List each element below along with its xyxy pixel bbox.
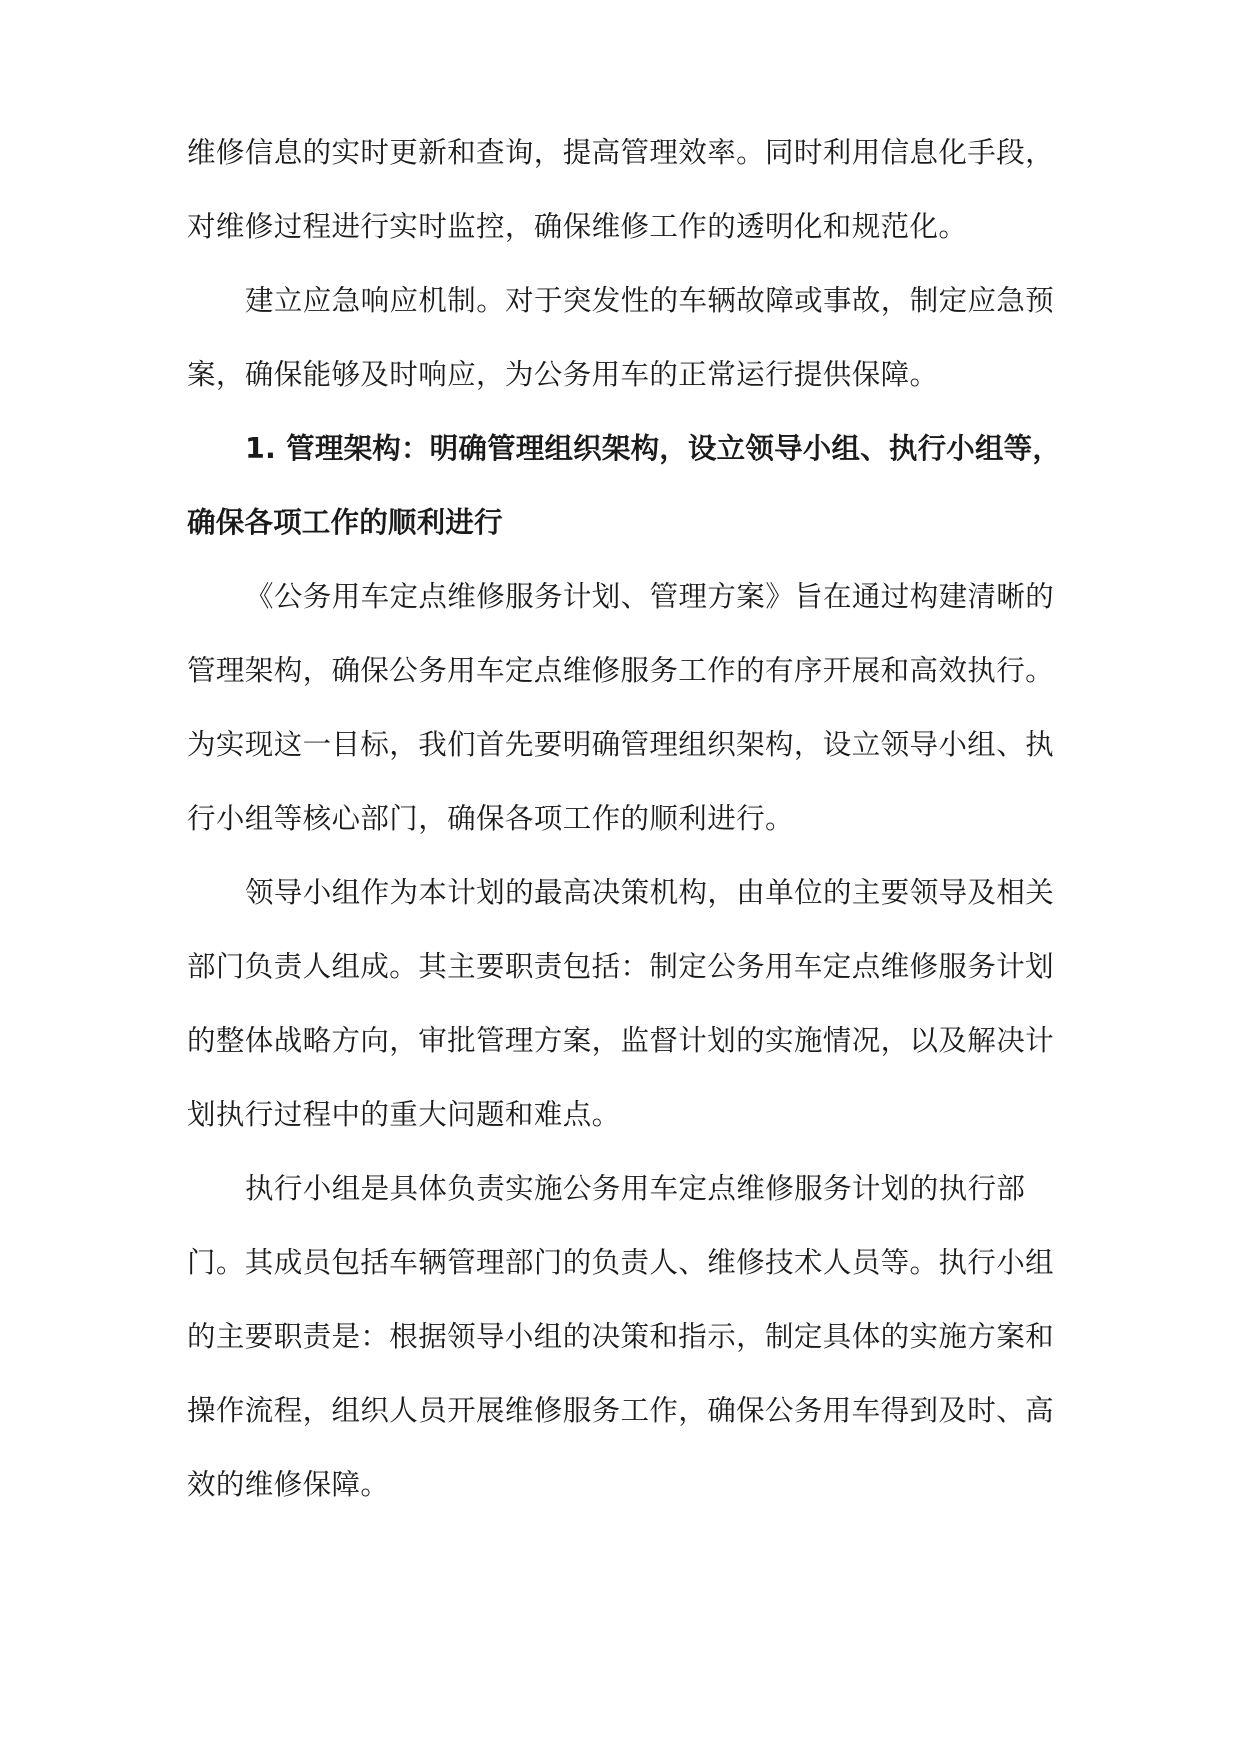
- paragraph-line: 维修信息的实时更新和查询，提高管理效率。同时利用信息化手段，: [187, 136, 1055, 169]
- document-body: [187, 136, 1062, 1544]
- paragraph-line: 对维修过程进行实时监控，确保维修工作的透明化和规范化。: [187, 210, 968, 243]
- paragraph-line: 的主要职责是：根据领导小组的决策和指示，制定具体的实施方案和: [187, 1320, 1055, 1353]
- section-heading: 1. 管理架构：明确管理组织架构，设立领导小组、执行小组等，: [245, 432, 1062, 465]
- section-heading: 确保各项工作的顺利进行: [187, 506, 503, 539]
- paragraph-line: 行小组等核心部门，确保各项工作的顺利进行。: [187, 802, 794, 835]
- paragraph-line: 门。其成员包括车辆管理部门的负责人、维修技术人员等。执行小组: [187, 1246, 1055, 1279]
- paragraph-line: 案，确保能够及时响应，为公务用车的正常运行提供保障。: [187, 358, 939, 391]
- paragraph-line: 领导小组作为本计划的最高决策机构，由单位的主要领导及相关: [245, 876, 1055, 909]
- paragraph-line: 为实现这一目标，我们首先要明确管理组织架构，设立领导小组、执: [187, 728, 1055, 761]
- paragraph-line: 划执行过程中的重大问题和难点。: [187, 1098, 621, 1131]
- paragraph-line: 的整体战略方向，审批管理方案，监督计划的实施情况，以及解决计: [187, 1024, 1055, 1057]
- paragraph-line: 部门负责人组成。其主要职责包括：制定公务用车定点维修服务计划: [187, 950, 1055, 983]
- paragraph-line: 效的维修保障。: [187, 1468, 390, 1501]
- paragraph-line: 建立应急响应机制。对于突发性的车辆故障或事故，制定应急预: [245, 284, 1055, 317]
- paragraph-line: 操作流程，组织人员开展维修服务工作，确保公务用车得到及时、高: [187, 1394, 1055, 1427]
- paragraph-line: 执行小组是具体负责实施公务用车定点维修服务计划的执行部: [245, 1172, 1026, 1205]
- paragraph-line: 管理架构，确保公务用车定点维修服务工作的有序开展和高效执行。: [187, 654, 1055, 687]
- paragraph-line: 《公务用车定点维修服务计划、管理方案》旨在通过构建清晰的: [245, 580, 1055, 613]
